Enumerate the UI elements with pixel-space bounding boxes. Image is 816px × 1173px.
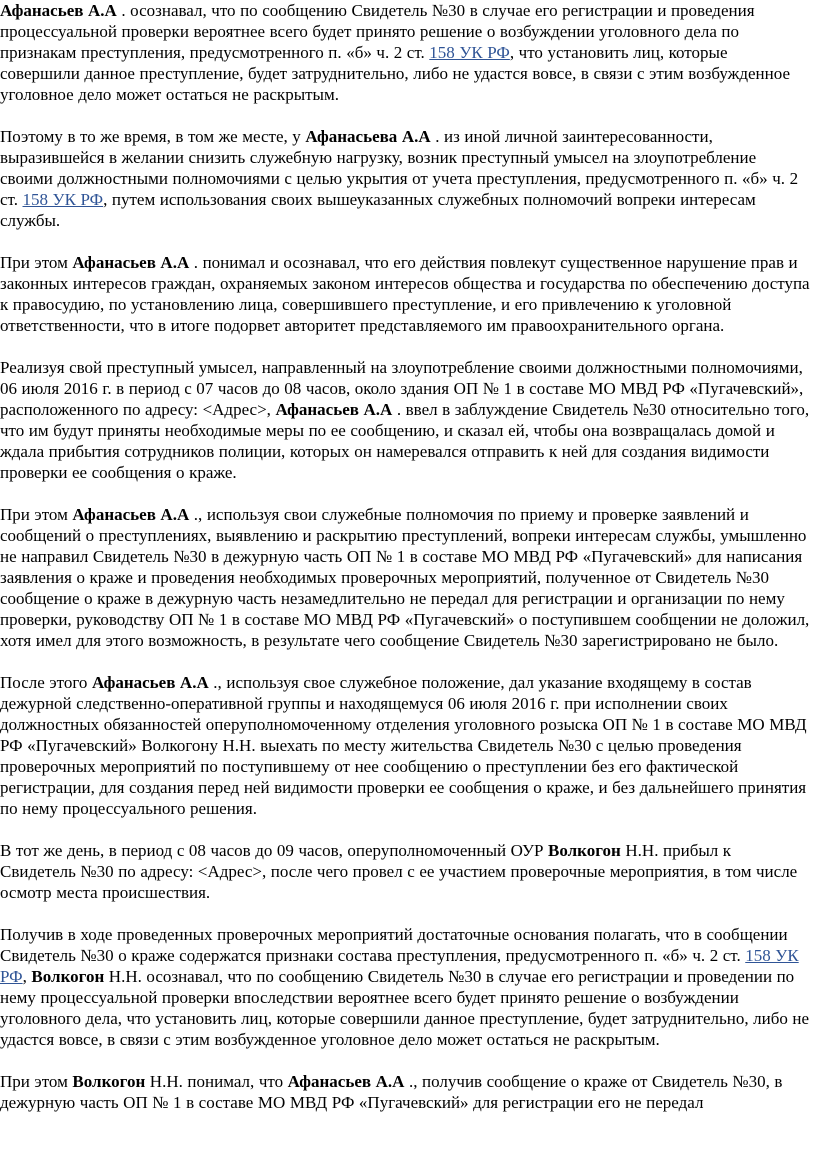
law-article-link[interactable]: 158 УК РФ — [0, 946, 799, 986]
paragraph — [0, 252, 810, 336]
paragraph-text: , что установить лиц, которые совершили данное преступление, будет затруднительно, либо не удастся вовсе, в связи с этим возбужденное уголовное дело может остаться не раскрытым. — [0, 43, 790, 104]
paragraph — [0, 126, 810, 231]
paragraph — [0, 357, 810, 483]
paragraph-text: . из иной личной заинтересованности, выразившейся в желании снизить служебную нагрузку, возник преступный умысел на злоупотребление своими должностными полномочиями с целью укрытия от учета преступления, предусмотренного п. «б» ч. 2 ст. — [0, 127, 799, 209]
person-name: Афанасьев А.А — [275, 400, 393, 419]
law-article-link[interactable]: 158 УК РФ — [429, 43, 510, 62]
person-name: Волкогон — [548, 841, 621, 860]
paragraph-text: Н.Н. осознавал, что по сообщению Свидетель №30 в случае его регистрации и проведении по нему процессуальной проверки впоследствии вероятнее всего будет принято решение о возбуждении уголовного дела, что установить лиц, которые совершили данное преступление, будет затруднительно, либо не удастся вовсе, в связи с этим возбужденное уголовное дело может остаться не раскрытым. — [0, 967, 810, 1049]
paragraph — [0, 840, 810, 903]
paragraph-text: , путем использования своих вышеуказанных служебных полномочий вопреки интересам службы. — [0, 190, 756, 230]
person-name: Афанасьев А.А — [91, 673, 209, 692]
paragraph-text: В тот же день, в период с 08 часов до 09 часов, оперуполномоченный ОУР — [0, 841, 549, 860]
paragraph-text: Получив в ходе проведенных проверочных мероприятий достаточные основания полагать, что в сообщении Свидетель №30 о краже содержатся признаки состава преступления, предусмотренного п. «б» ч. 2 ст. — [0, 925, 788, 965]
person-name: Волкогон — [72, 1072, 146, 1091]
person-name: Афанасьева А.А — [305, 127, 431, 146]
paragraph — [0, 504, 810, 651]
paragraph-text: ., используя свои служебные полномочия по приему и проверке заявлений и сообщений о преступлениях, выявлению и раскрытию преступлений, вопреки интересам службы, умышленно не направил Свидетель №30 в дежурную часть ОП № 1 в составе МО МВД РФ «Пугачевский» для написания заявления о краже и проведения необходимых проверочных мероприятий, полученное от Свидетель №30 сообщение о краже в дежурную часть незамедлительно не передал для регистрации и организации по нему проверки, руководству ОП № 1 в составе МО МВД РФ «Пугачевский» о поступившем сообщении не доложил, хотя имел для этого возможность, в результате чего сообщение Свидетель №30 зарегистрировано не было. — [0, 505, 810, 650]
paragraph — [0, 1071, 810, 1113]
law-article-link[interactable]: 158 УК РФ — [22, 190, 104, 209]
paragraph — [0, 0, 810, 105]
paragraph-text: После этого — [0, 673, 92, 692]
paragraph-text: . понимал и осознавал, что его действия повлекут существенное нарушение прав и законных интересов граждан, охраняемых законом интересов общества и государства по обеспечению доступа к правосудию, по установлению лица, совершившего преступление, и его привлечению к уголовной ответственности, что в итоге подорвет авторитет представляемого им правоохранительного органа. — [0, 253, 810, 335]
paragraph-text: , — [22, 967, 32, 986]
person-name: Волкогон — [31, 967, 105, 986]
paragraph-text: Реализуя свой преступный умысел, направленный на злоупотребление своими должностными полномочиями, 06 июля 2016 г. в период с 07 часов до 08 часов, около здания ОП № 1 в составе МО МВД РФ «Пугачевский», расположенного по адресу: <Адрес>, — [0, 358, 804, 419]
paragraph-text: Н.Н. прибыл к Свидетель №30 по адресу: <Адрес>, после чего провел с ее участием проверочные мероприятия, в том числе осмотр места происшествия. — [0, 841, 798, 902]
person-name: Афанасьев А.А — [0, 1, 117, 20]
paragraph-text: . ввел в заблуждение Свидетель №30 относительно того, что им будут приняты необходимые меры по ее сообщению, и сказал ей, чтобы она возвращалась домой и ждала прибытия сотрудников полиции, которых он намеревался отправить к ней для создания видимости проверки ее сообщения о краже. — [0, 400, 810, 482]
person-name: Афанасьев А.А — [72, 505, 190, 524]
paragraph-text: При этом — [0, 253, 73, 272]
paragraph-text: Поэтому в то же время, в том же месте, у — [0, 127, 306, 146]
paragraph-text: При этом — [0, 505, 73, 524]
person-name: Афанасьев А.А — [287, 1072, 405, 1091]
paragraph-text: ., используя свое служебное положение, дал указание входящему в состав дежурной следственно-оперативной группы и находящемуся 06 июля 2016 г. при исполнении своих должностных обязанностей оперуполномоченному отделения уголовного розыска ОП № 1 в составе МО МВД РФ «Пугачевский» Волкогону Н.Н. выехать по месту жительства Свидетель №30 с целью проведения проверочных мероприятий по поступившему от нее сообщению о преступлении без его фактической регистрации, для создания перед ней видимости проверки ее сообщения о краже, и без дальнейшего принятия по нему процессуального решения. — [0, 673, 807, 818]
paragraph — [0, 924, 810, 1050]
person-name: Афанасьев А.А — [72, 253, 190, 272]
paragraph-text: . осознавал, что по сообщению Свидетель №30 в случае его регистрации и проведения процессуальной проверки вероятнее всего будет принято решение о возбуждении уголовного дела по признакам преступления, предусмотренного п. «б» ч. 2 ст. — [0, 1, 755, 62]
paragraph — [0, 672, 810, 819]
paragraph-text: При этом — [0, 1072, 73, 1091]
paragraph-text: Н.Н. понимал, что — [145, 1072, 288, 1091]
paragraph-text: ., получив сообщение о краже от Свидетель №30, в дежурную часть ОП № 1 в составе МО МВД РФ «Пугачевский» для регистрации его не передал — [0, 1072, 783, 1112]
